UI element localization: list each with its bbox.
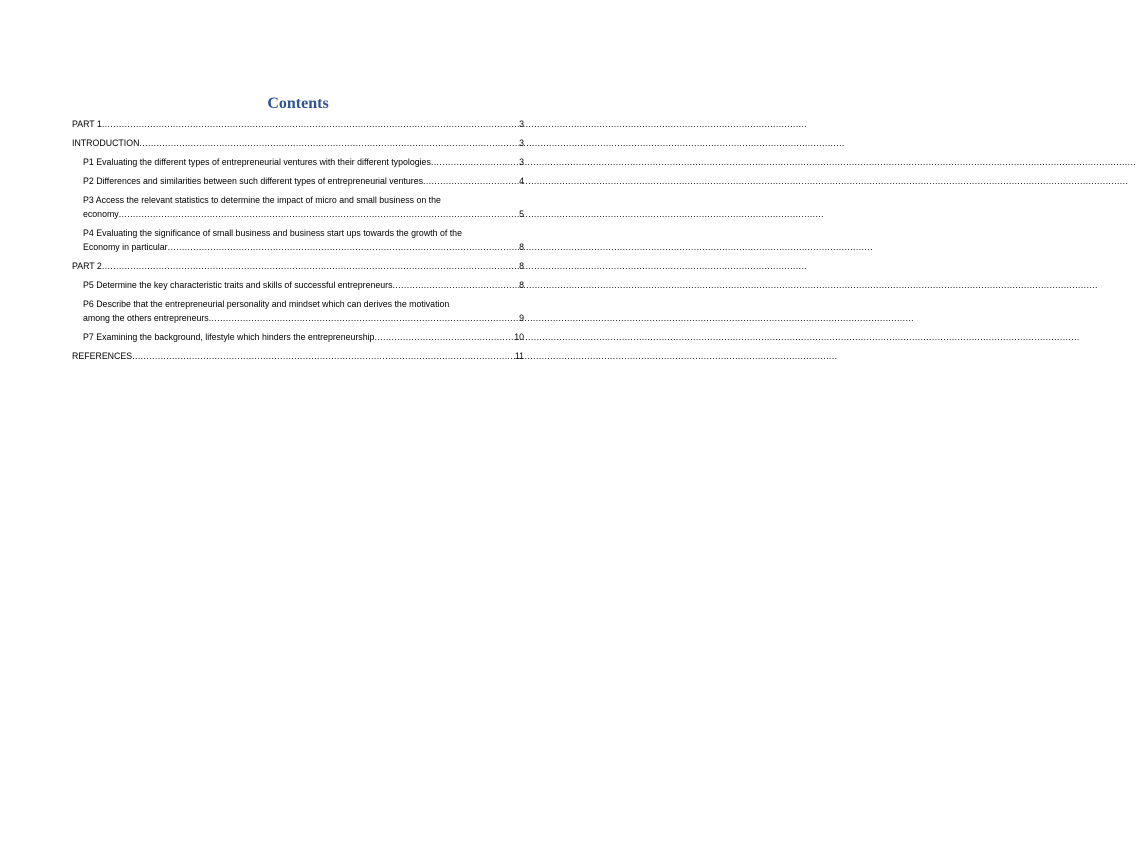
toc-entry-page: 11 <box>514 351 524 361</box>
toc-entry-p5[interactable] <box>72 278 524 292</box>
toc-entry-part-2[interactable] <box>72 259 524 273</box>
dot-leader <box>393 278 520 292</box>
toc-entry-p4[interactable] <box>72 226 524 254</box>
toc-entry-part-1[interactable] <box>72 117 524 131</box>
toc-entry-references[interactable] <box>72 349 524 363</box>
contents-heading: Contents <box>267 95 329 112</box>
toc-entry-title: Economy in particular <box>83 242 168 252</box>
toc-entry-p1[interactable] <box>72 155 524 169</box>
toc-entry-title: economy <box>83 209 119 219</box>
dot-leader <box>102 259 519 273</box>
toc-entry-title: PART 1 <box>72 119 102 129</box>
dot-leader <box>168 240 520 254</box>
dot-leader <box>139 136 519 150</box>
toc-entry-introduction[interactable] <box>72 136 524 150</box>
toc-entry-p6[interactable] <box>72 297 524 325</box>
toc-entry-title: INTRODUCTION <box>72 138 140 148</box>
toc-entry-p7[interactable] <box>72 330 524 344</box>
toc-entry-page: 9 <box>519 313 524 323</box>
toc-entry-title-line1: P6 Describe that the entrepreneurial personality and mindset which can derives the motivation <box>83 299 450 309</box>
toc-entry-page: 5 <box>519 209 524 219</box>
toc-entry-page: 10 <box>514 332 524 342</box>
toc-entry-title: P2 Differences and similarities between such different types of entrepreneurial ventures <box>83 176 424 186</box>
toc-entry-title: P1 Evaluating the different types of entrepreneurial ventures with their different typologies <box>83 157 431 167</box>
toc-entry-p3[interactable] <box>72 193 524 221</box>
toc-entry-p2[interactable] <box>72 174 524 188</box>
dot-leader <box>132 349 515 363</box>
toc-entry-page: 8 <box>519 261 524 271</box>
toc-entry-page: 8 <box>519 280 524 290</box>
toc-entry-title: P5 Determine the key characteristic traits and skills of successful entrepreneurs <box>83 280 393 290</box>
dot-leader <box>209 311 519 325</box>
toc-entry-title: P7 Examining the background, lifestyle which hinders the entrepreneurship <box>83 332 375 342</box>
toc-entry-page: 3 <box>519 119 524 129</box>
toc-entry-title-line1: P4 Evaluating the significance of small business and business start ups towards the growth of the <box>83 228 462 238</box>
toc-entry-title: among the others entrepreneurs <box>83 313 209 323</box>
dot-leader <box>423 174 519 188</box>
dot-leader <box>431 155 519 169</box>
table-of-contents <box>72 117 524 368</box>
toc-entry-page: 4 <box>519 176 524 186</box>
toc-entry-title: PART 2 <box>72 261 102 271</box>
toc-entry-title-line1: P3 Access the relevant statistics to determine the impact of micro and small business on the <box>83 195 441 205</box>
toc-entry-title: REFERENCES <box>72 351 133 361</box>
dot-leader <box>119 207 519 221</box>
dot-leader <box>102 117 519 131</box>
dot-leader <box>374 330 514 344</box>
toc-entry-page: 3 <box>519 138 524 148</box>
toc-entry-page: 3 <box>519 157 524 167</box>
toc-entry-page: 8 <box>519 242 524 252</box>
